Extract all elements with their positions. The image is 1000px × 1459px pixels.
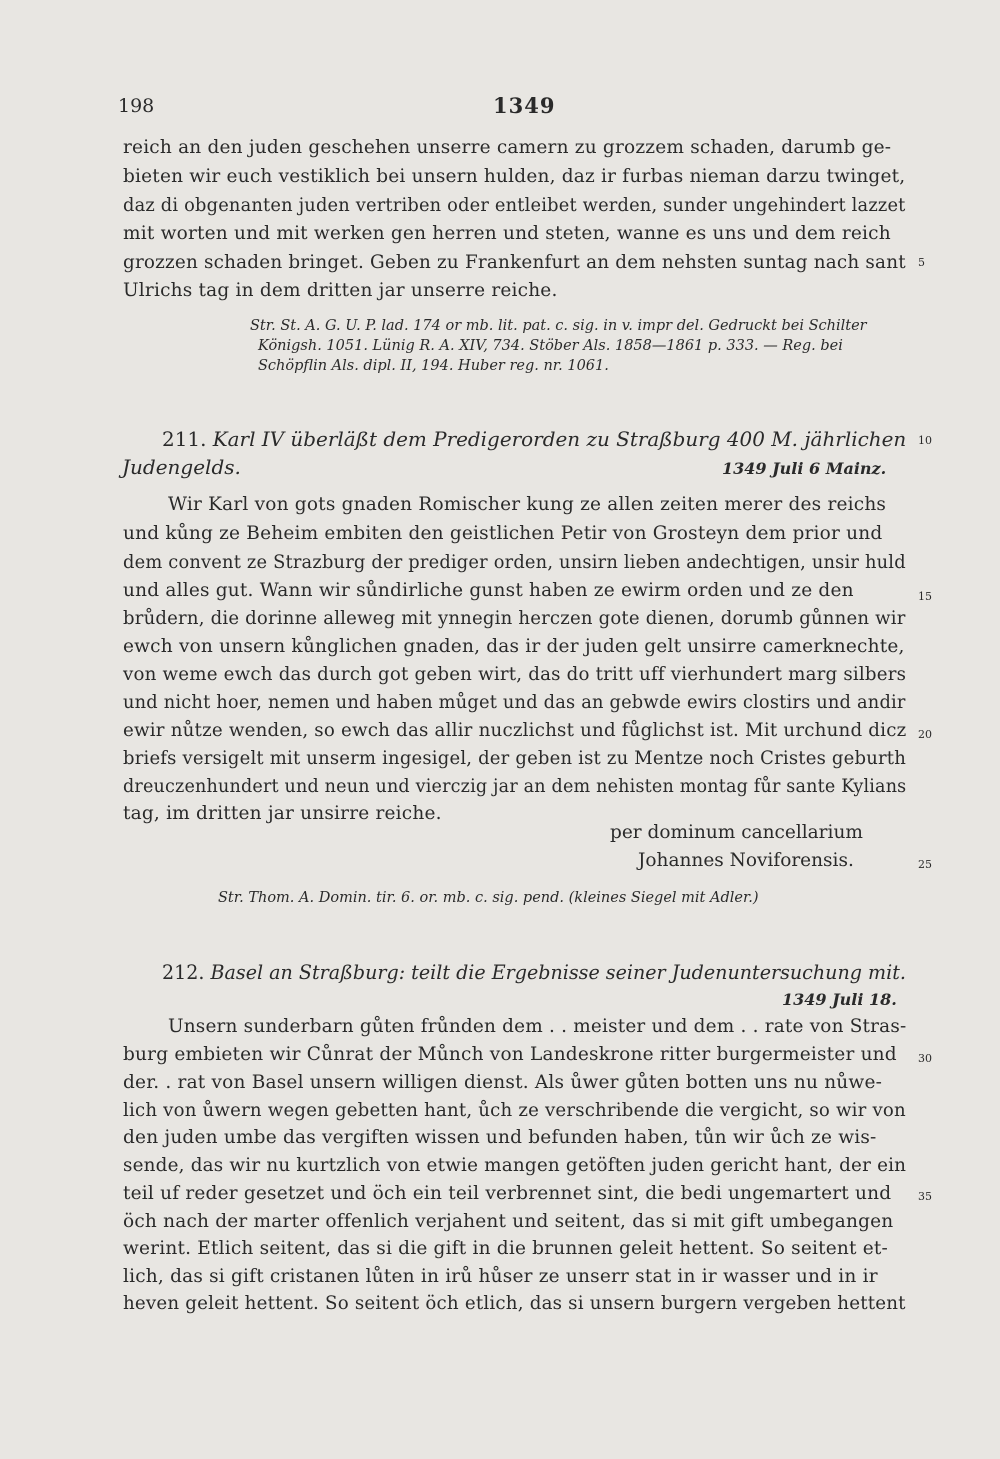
text-line: ewch von unsern kůnglichen gnaden, das ir der juden gelt unsirre camerknechte, <box>123 636 905 657</box>
text-line: mit worten und mit werken gen herren und steten, wanne es uns und dem reich <box>123 223 891 244</box>
text-line: dem convent ze Strazburg der prediger orden, unsirn lieben andechtigen, unsir huld <box>123 552 906 573</box>
text-line: werint. Etlich seitent, das si die gift in die brunnen geleit hettent. So seitent et- <box>123 1238 888 1259</box>
source-note: Königsh. 1051. Lünig R. A. XIV, 734. Stöber Als. 1858—1861 p. 333. — Reg. bei <box>258 338 843 354</box>
entry-number: 211. <box>162 427 207 451</box>
text-line: und kůng ze Beheim embiten den geistlichen Petir von Grosteyn dem prior und <box>123 523 883 544</box>
text-line: grozzen schaden bringet. Geben zu Frankenfurt an dem nehsten suntag nach sant <box>123 252 906 273</box>
entry-title: Basel an Straßburg: teilt die Ergebnisse seiner Judenuntersuchung mit. <box>210 960 906 984</box>
margin-line-number: 10 <box>918 434 932 447</box>
entry-title: Karl IV überläßt dem Predigerorden zu Straßburg 400 M. jährlichen <box>212 427 907 451</box>
text-line: Ulrichs tag in dem dritten jar unserre reiche. <box>123 280 558 301</box>
margin-line-number: 5 <box>918 256 925 269</box>
text-line: Unsern sunderbarn gůten frůnden dem . . meister und dem . . rate von Stras- <box>168 1016 907 1037</box>
source-note: Str. Thom. A. Domin. tir. 6. or. mb. c. sig. pend. (kleines Siegel mit Adler.) <box>218 890 759 906</box>
text-line: tag, im dritten jar unsirre reiche. <box>123 803 442 824</box>
text-line: sende, das wir nu kurtzlich von etwie mangen getöften juden gericht hant, der ein <box>123 1155 907 1176</box>
entry-heading <box>162 960 906 984</box>
entry-heading <box>162 427 906 451</box>
margin-line-number: 30 <box>918 1052 932 1065</box>
signature-line: per dominum cancellarium <box>610 822 863 843</box>
margin-line-number: 15 <box>918 590 932 603</box>
text-line: öch nach der marter offenlich verjahent und seitent, das si mit gift umbegangen <box>123 1211 894 1232</box>
text-line: von weme ewch das durch got geben wirt, das do tritt uff vierhundert marg silbers <box>123 664 907 685</box>
margin-line-number: 20 <box>918 728 932 741</box>
text-line: und nicht hoer, nemen und haben můget und das an gebwde ewirs clostirs und andir <box>123 692 906 713</box>
text-line: burg embieten wir Cůnrat der Můnch von Landeskrone ritter burgermeister und <box>123 1044 897 1065</box>
margin-line-number: 25 <box>918 858 932 871</box>
signature-line: Johannes Noviforensis. <box>638 850 854 871</box>
text-line: briefs versigelt mit unserm ingesigel, der geben ist zu Mentze noch Cristes geburth <box>123 748 906 769</box>
text-line: bieten wir euch vestiklich bei unsern hulden, daz ir furbas nieman darzu twinget, <box>123 166 906 187</box>
entry-number: 212. <box>162 960 205 984</box>
text-line: teil uf reder gesetzet und öch ein teil verbrennet sint, die bedi ungemartert und <box>123 1183 892 1204</box>
text-line: Wir Karl von gots gnaden Romischer kung ze allen zeiten merer des reichs <box>168 494 887 515</box>
text-line: heven geleit hettent. So seitent öch etlich, das si unsern burgern vergeben hettent <box>123 1293 906 1314</box>
entry-title-continued: Judengelds. <box>122 455 241 479</box>
text-line: lich, das si gift cristanen lůten in irů hůser ze unserr stat in ir wasser und in ir <box>123 1266 878 1287</box>
text-line: dreuczenhundert und neun und vierczig jar an dem nehisten montag fůr sante Kylians <box>123 776 907 797</box>
text-line: und alles gut. Wann wir sůndirliche gunst haben ze ewirm orden und ze den <box>123 580 854 601</box>
text-line: den juden umbe das vergiften wissen und befunden haben, tůn wir ůch ze wis- <box>123 1127 877 1148</box>
text-line: brůdern, die dorinne alleweg mit ynnegin herczen gote dienen, dorumb gůnnen wir <box>123 608 906 629</box>
text-line: lich von ůwern wegen gebetten hant, ůch ze verschribende die vergicht, so wir von <box>123 1100 906 1121</box>
margin-line-number: 35 <box>918 1190 932 1203</box>
entry-date: 1349 Juli 6 Mainz. <box>722 459 887 478</box>
text-line: daz di obgenanten juden vertriben oder entleibet werden, sunder ungehindert lazzet <box>123 195 906 216</box>
page-number: 198 <box>118 95 155 117</box>
text-line: reich an den juden geschehen unserre camern zu grozzem schaden, darumb ge- <box>123 137 892 158</box>
source-note: Str. St. A. G. U. P. lad. 174 or mb. lit. pat. c. sig. in v. impr del. Gedruckt bei Schilter <box>250 318 867 334</box>
source-note: Schöpflin Als. dipl. II, 194. Huber reg. nr. 1061. <box>258 358 609 374</box>
text-line: der. . rat von Basel unsern willigen dienst. Als ůwer gůten botten uns nu nůwe- <box>123 1072 883 1093</box>
entry-date: 1349 Juli 18. <box>782 990 897 1009</box>
running-head-year: 1349 <box>493 93 556 118</box>
text-line: ewir nůtze wenden, so ewch das allir nuczlichst und fůglichst ist. Mit urchund dicz <box>123 720 907 741</box>
